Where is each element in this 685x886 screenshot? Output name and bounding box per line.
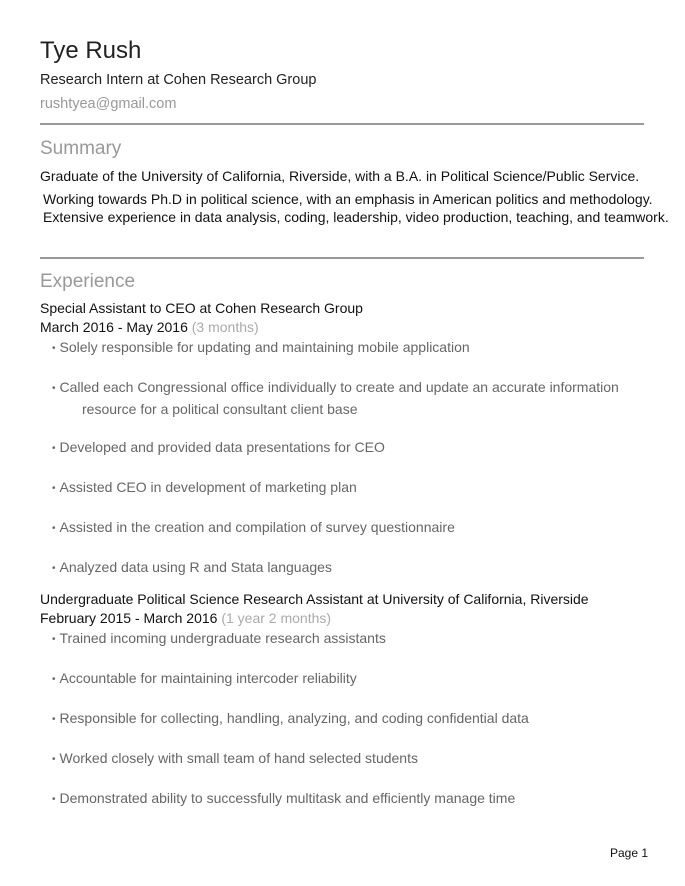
job-duration: (3 months) [191,319,259,335]
job-dates [40,609,331,627]
bullet-icon: • [52,383,56,394]
job-title: Undergraduate Political Science Research Assistant at University of California, Riverside [40,591,589,607]
bullet-icon: • [52,714,56,725]
summary-line: Working towards Ph.D in political science, with an emphasis in American politics and methodology. [43,191,653,207]
job-dates [40,318,259,336]
job-date-range: March 2016 - May 2016 [40,319,188,335]
bullet-text: Assisted CEO in development of marketing plan [59,479,357,495]
job-bullet [52,668,357,690]
job-bullet [52,337,470,359]
bullet-icon: • [52,674,56,685]
job-bullet [52,748,418,770]
page-number: Page 1 [610,846,649,860]
bullet-text: Demonstrated ability to successfully multitask and efficiently manage time [59,790,516,806]
candidate-headline: Research Intern at Cohen Research Group [40,72,317,88]
bullet-text-continuation: resource for a political consultant client base [82,401,358,417]
bullet-icon: • [52,343,56,354]
bullet-icon: • [52,563,56,574]
bullet-text: Solely responsible for updating and maintaining mobile application [59,339,470,355]
bullet-icon: • [52,794,56,805]
job-bullet [52,788,515,810]
experience-heading: Experience [40,271,136,292]
bullet-icon: • [52,523,56,534]
summary-heading: Summary [40,138,122,159]
summary-divider [40,257,644,259]
job-bullet [52,437,385,459]
bullet-text: Called each Congressional office individually to create and update an accurate information [59,379,619,395]
bullet-text: Trained incoming undergraduate research assistants [59,630,386,646]
job-title: Special Assistant to CEO at Cohen Research Group [40,300,363,316]
bullet-text: Assisted in the creation and compilation of survey questionnaire [59,519,455,535]
job-bullet [52,377,619,419]
summary-line: Extensive experience in data analysis, coding, leadership, video production, teaching, and teamwork. [43,209,669,225]
header-divider [40,123,644,125]
summary-line: Graduate of the University of California, Riverside, with a B.A. in Political Science/Public Service. [40,168,640,184]
bullet-icon: • [52,634,56,645]
candidate-name: Tye Rush [40,37,142,64]
bullet-text: Developed and provided data presentations for CEO [59,439,385,455]
bullet-text: Accountable for maintaining intercoder reliability [59,670,357,686]
bullet-icon: • [52,483,56,494]
job-bullet [52,517,455,539]
job-bullet [52,708,529,730]
job-bullet [52,477,357,499]
job-duration: (1 year 2 months) [221,610,332,626]
bullet-text: Responsible for collecting, handling, analyzing, and coding confidential data [59,710,529,726]
bullet-text: Analyzed data using R and Stata languages [59,559,332,575]
bullet-icon: • [52,443,56,454]
job-bullet [52,628,386,650]
job-date-range: February 2015 - March 2016 [40,610,218,626]
bullet-text: Worked closely with small team of hand selected students [59,750,418,766]
job-bullet [52,557,332,579]
bullet-icon: • [52,754,56,765]
candidate-email: rushtyea@gmail.com [40,96,177,112]
